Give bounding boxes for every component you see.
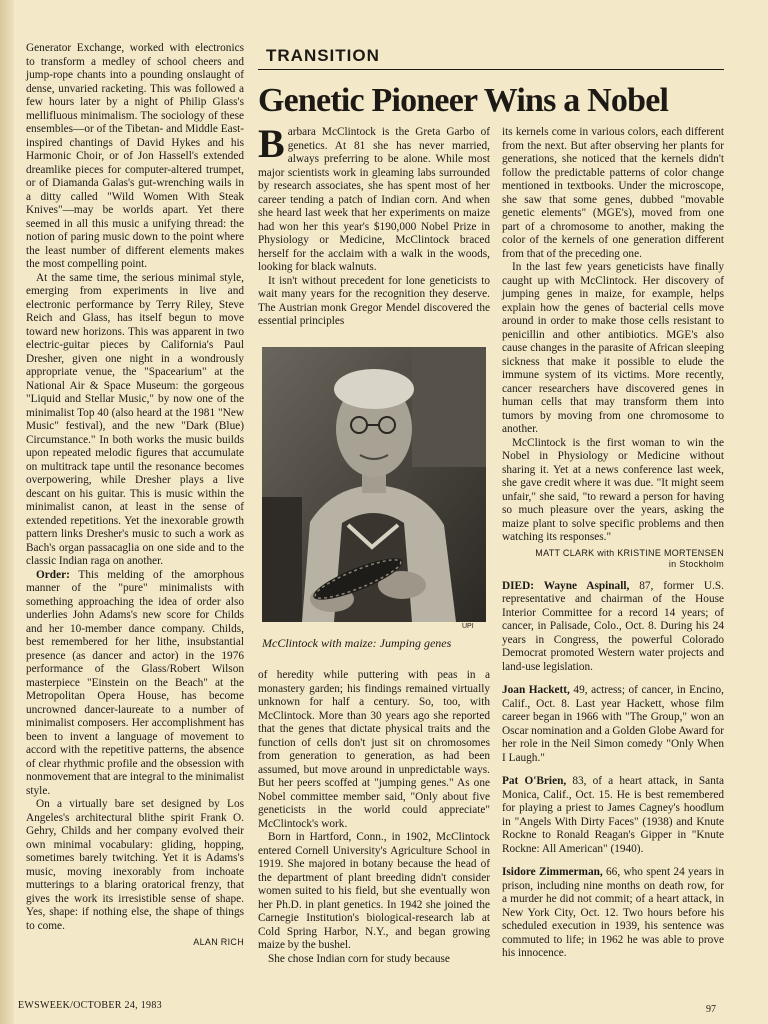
photo-caption: McClintock with maize: Jumping genes (262, 636, 452, 650)
left-paragraph-2: At the same time, the serious minimal style, emerging from experiments in live and electronic performance by Terry Riley, Steve Reich and Glass, has itself begun to move toward new horizons. This was apparent in two electric-guitar pieces by California's Paul Dresher, given one night in a wondrously appropriate venue, the "Spacearium" at the National Air & Space Museum: the gorgeous "Liquid and Stellar Music," by now one of the minimalist Top 40 (also heard at the 1981 "New Music" festival), and the new "Dark (Blue) Circumstance." In both works the music builds upon repeated melodic figures that accumulate on multitrack tape until the resonance becomes overpowering, while Dresher plays a live descant on his guitar. This is music within the minimalist canon, at least in the sense of extended repetitions. Yet the inexorable growth pattern links Dresher's music to such a work as Bach's organ passacaglia on one side and to the classic Indian raga on another. (26, 271, 244, 567)
obituary-name: DIED: Wayne Aspinall, (502, 579, 630, 592)
obituary-aspinall (502, 580, 724, 675)
obituary-name: Isidore Zimmerman, (502, 866, 603, 878)
page-number: 97 (706, 1004, 716, 1015)
obituary-name: Pat O'Brien, (502, 775, 567, 787)
left-byline: ALAN RICH (193, 937, 244, 947)
byline-location: in Stockholm (668, 558, 724, 569)
headline: Genetic Pioneer Wins a Nobel (258, 82, 669, 119)
obituary-text: 87, former U.S. representative and chairman of the House Interior Committee for a record 14 years; of cancer, in Palisade, Colo., Oct. 8. During his 24 years in Congress, the powerful Colorado Democrat promoted Western water projects and land-use legislation. (502, 579, 724, 673)
obituary-text: 49, actress; of cancer, in Encino, Calif., Oct. 8. Last year Hackett, whose film career began in 1966 with "The Group," won an Oscar nomination and a Golden Globe Award for her role in the Neil Simon comedy "Only When I Laugh." (502, 684, 725, 764)
obituary-text: 66, who spent 24 years in prison, including nine months on death row, for a murder he did not commit; of a heart attack, in New York City, Oct. 12. Two hours before his scheduled execution in 1939, his sentence was commuted to life; in 1962 he was able to prove his innocence. (502, 866, 724, 959)
drop-cap: B (258, 121, 285, 166)
article-column-2 (502, 126, 724, 961)
article-paragraph-4: Born in Hartford, Conn., in 1902, McClintock entered Cornell University's Agriculture School in 1919. She majored in botany because the head of the department of plant breeding didn't consider women suited to his field, but she eventually won her Ph.D. in plant genetics. In 1942 she joined the Carnegie Institution's biological-research lab at Cold Spring Harbor, N.Y., and began growing maize by the bushel. (258, 831, 490, 951)
obituary-hackett (502, 684, 724, 765)
article-paragraph-2: It isn't without precedent for lone geneticists to wait many years for the recognition they deserve. The Austrian monk Gregor Mendel discovered the essential principles (258, 274, 490, 327)
left-paragraph-3 (26, 569, 244, 799)
article-paragraph-6: its kernels come in various colors, each different from the next. But after observing her plants for generations, she noticed that the kernels didn't follow the predictable patterns of color change mentioned in textbooks. Under the microscope, she saw that some genes, dubbed "movable genetic elements" (MGE's), moved from one part of a chromosome to another, making the color of the kernels of one generation different from that of the preceding one. (502, 126, 724, 260)
article-paragraph-1 (258, 121, 490, 275)
section-label: TRANSITION (266, 46, 380, 65)
article-paragraph-3: of heredity while puttering with peas in a monastery garden; his findings remained virtually unknown for half a century. So, too, with McClintock. More than 30 years ago she reported that the genes that dictate physical traits and the function of cells don't just sit on chromosomes from generation to generation, as had been assumed, but move around in unpredictable ways. But her peers scoffed at "jumping genes." As one Nobel committee member said, "Only about five geneticists in the world could appreciate" McClintock's work. (258, 669, 490, 830)
obituary-name: Joan Hackett, (502, 684, 570, 696)
section-rule (258, 69, 724, 70)
left-paragraph-3-text: This melding of the amorphous manner of the "pure" minimalists with something approaching the idea of order also underlies John Adams's new score for Childs and her 10-member dance company. Childs, best remembered for her lithe, insubstantial presence (as dancer and actor) in the 1976 performance of the Glass/Robert Wilson masterpiece "Einstein on the Beach" at the Metropolitan Opera House, has become uncrowned dancer-laureate to a number of minimalist composers. Her accomplishment has been to invent a language of movement to accord with the repetitive patterns, the absence of clear rhythmic profile and the obsession with nonmovement that are integral to the minimalist style. (26, 568, 244, 797)
article-paragraph-1-text: arbara McClintock is the Greta Garbo of genetics. At 81 she has never married, always preferring to be alone. While most major scientists work in gleaming labs surrounded by research associates, she has spent most of her career tending a patch of Indian corn. And when she heard last week that her experiments on maize had won her this year's $190,000 Nobel Prize in Physiology or Medicine, McClintock braced herself for the acclaim with a walk in the woods, looking for black walnuts. (258, 126, 490, 273)
mcclintock-photo (262, 347, 486, 622)
left-column (26, 42, 244, 950)
photo-credit: UPI (462, 623, 474, 630)
footer-folio: EWSWEEK/OCTOBER 24, 1983 (18, 1000, 162, 1011)
article-paragraph-5: She chose Indian corn for study because (268, 952, 450, 965)
byline-names: MATT CLARK with KRISTINE MORTENSEN (535, 547, 724, 558)
article-byline (502, 548, 724, 570)
photo-illustration (262, 347, 486, 622)
runin-subhead: Order: (36, 568, 70, 581)
article-paragraph-7: In the last few years geneticists have finally caught up with McClintock. Her discovery of jumping genes in maize, for example, helps explain how the genes of bacterial cells move around in order to make those cells resistant to penicillin and other antibiotics. MGE's also cause changes in the parasite of African sleeping sickness that make it possible to elude the immune system of its victims. More recently, cancer researchers have discovered genes in human cells that may transform them into tumors by moving from one chromosome to another. (502, 261, 724, 435)
obituary-zimmerman (502, 866, 724, 961)
article-column-1 (258, 121, 490, 329)
left-paragraph-4: On a virtually bare set designed by Los Angeles's architectural blithe spirit Frank O. Gehry, Childs and her company evolved their own minimal vocabulary: gliding, hopping, sometimes barely twitching. Yet it is Adams's music, moving inexorably from inchoate mutterings to a blaring oratorical frenzy, that gives the work its irresistible sense of shape. Yes, shape: if nothing else, the shape of things to come. (26, 798, 244, 932)
obituary-obrien (502, 775, 724, 856)
article-paragraph-8: McClintock is the first woman to win the Nobel in Physiology or Medicine without sharing it. Yet at a news conference last week, she gave credit where it was due. "It might seem unfair," she said, "to reward a person for having so much pleasure over the years, asking the maize plant to solve specific problems and then watching its responses." (502, 436, 724, 543)
left-paragraph-1: Generator Exchange, worked with electronics to transform a medley of school cheers and jump-rope chants into a pounding onslaught of dense, unvaried racketing. This was followed a few hours later by a night of Philip Glass's mellifluous minimalism. The sociology of these ensembles—or of the Tibetan- and Middle East-inspired chantings of David Hykes and his Harmonic Choir, or of Jon Hassell's extended dreamlike pieces for computer-altered trumpet, or of Diamanda Galas's gut-wrenching wails in a ditty called "Wild Women With Steak Knives"—may be worlds apart. Yet there seemed in all this music a unifying thread: the notion of paring music down to the point where the least number of different elements makes the most compelling point. (26, 42, 244, 270)
article-column-1-continued (258, 669, 490, 966)
obituary-text: 83, of a heart attack, in Santa Monica, Calif., Oct. 15. He is best remembered for playing a priest to James Cagney's hoodlum in "Angels With Dirty Faces" (1938) and Knute Rockne to Ronald Reagan's Gipper in "Knute Rockne: All American" (1940). (502, 775, 725, 855)
